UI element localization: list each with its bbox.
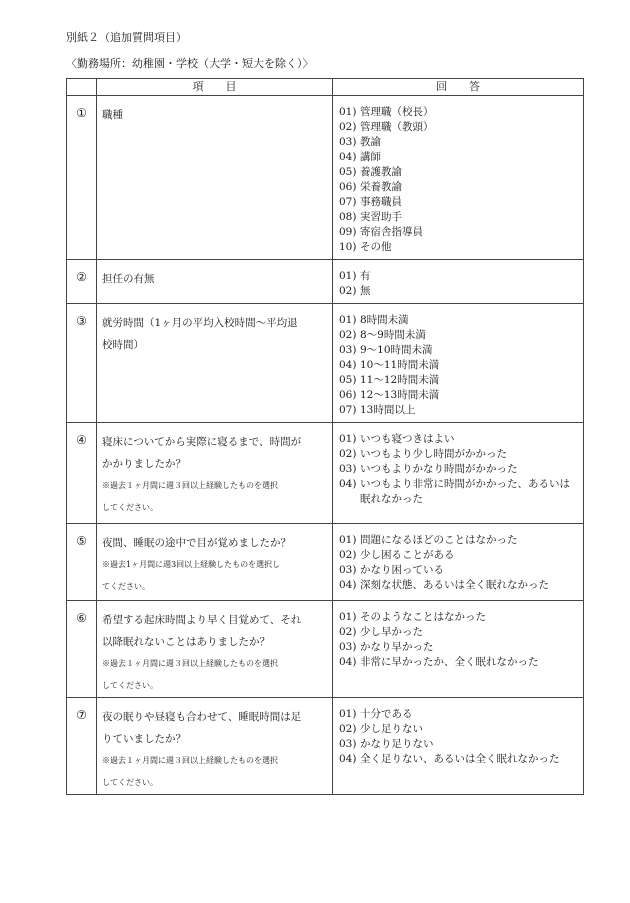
question-text: 校時間） (102, 339, 144, 351)
answer-text: いつもより少し時間がかかった (360, 448, 507, 460)
answer-option (339, 432, 579, 447)
answer-text: 養護教諭 (360, 166, 402, 178)
answer-code: 04) (339, 359, 357, 371)
answer-code: 03) (339, 641, 357, 653)
answer-code: 02) (339, 448, 357, 460)
answer-text: そのようなことはなかった (360, 611, 486, 623)
answer-option (339, 403, 579, 418)
answer-code: 02) (339, 626, 357, 638)
answer-option (339, 578, 579, 593)
answer-option (339, 328, 579, 343)
answer-list (339, 707, 579, 767)
answer-code: 06) (339, 389, 357, 401)
answer-text: 寄宿舎指導員 (360, 226, 423, 238)
answer-text: 深刻な状態、あるいは全く眠れなかった (360, 579, 549, 591)
answer-text: 事務職員 (360, 196, 402, 208)
question-text: 以降眠れないことはありましたか？ (102, 636, 270, 648)
answer-option (339, 737, 579, 752)
answer-option (339, 180, 579, 195)
answer-option (339, 135, 579, 150)
question-number: ① (67, 96, 97, 260)
answer-text: 無 (360, 285, 371, 297)
answer-option (339, 373, 579, 388)
answer-list (339, 313, 579, 418)
question-number: ⑦ (67, 698, 97, 795)
question-text: 寝床についてから実際に寝るまで、時間が (102, 436, 302, 448)
question-row (67, 260, 584, 304)
table-header-row (67, 79, 584, 96)
answer-code: 03) (339, 738, 357, 750)
header-answer: 回 答 (333, 79, 584, 96)
question-row (67, 96, 584, 260)
answer-code: 02) (339, 285, 357, 297)
answer-text: 8〜9時間未満 (360, 329, 426, 341)
question-item (97, 423, 333, 524)
answer-code: 02) (339, 121, 357, 133)
answer-list (339, 432, 579, 507)
question-number: ④ (67, 423, 97, 524)
answer-text: いつもより非常に時間がかかった、あるいは眠れなかった (360, 478, 570, 505)
answer-cell (333, 423, 584, 524)
answer-code: 07) (339, 404, 357, 416)
question-item (97, 601, 333, 698)
answer-option (339, 388, 579, 403)
answer-code: 01) (339, 106, 357, 118)
question-note: ※過去１ヶ月間に週３回以上経験したものを選択 (102, 481, 278, 490)
answer-code: 04) (339, 478, 357, 490)
question-note: してください。 (102, 503, 158, 512)
answer-text: 少し足りない (360, 723, 423, 735)
answer-text: 管理職（教頭） (360, 121, 434, 133)
answer-option (339, 284, 579, 299)
answer-option (339, 313, 579, 328)
answer-code: 03) (339, 463, 357, 475)
header-number-cell (67, 79, 97, 96)
answer-text: 管理職（校長） (360, 106, 434, 118)
question-row (67, 601, 584, 698)
question-text: 夜間、睡眠の途中で目が覚めましたか？ (102, 537, 291, 549)
question-text: 職種 (102, 109, 123, 121)
answer-code: 08) (339, 211, 357, 223)
question-item (97, 698, 333, 795)
answer-code: 09) (339, 226, 357, 238)
answer-text: かなり早かった (360, 641, 434, 653)
question-note: てください。 (102, 582, 150, 591)
question-row (67, 423, 584, 524)
answer-list (339, 533, 579, 593)
question-text: 担任の有無 (102, 273, 155, 285)
question-number: ⑤ (67, 524, 97, 601)
answer-text: 講師 (360, 151, 381, 163)
answer-text: 少し早かった (360, 626, 423, 638)
question-text: 夜の眠りや昼寝も合わせて、睡眠時間は足 (102, 711, 302, 723)
answer-code: 04) (339, 656, 357, 668)
answer-text: 全く足りない、あるいは全く眠れなかった (360, 753, 560, 765)
answer-code: 10) (339, 241, 357, 253)
answer-code: 04) (339, 753, 357, 765)
answer-list (339, 269, 579, 299)
answer-option (339, 210, 579, 225)
question-row (67, 524, 584, 601)
answer-option (339, 165, 579, 180)
answer-text: 12〜13時間未満 (360, 389, 440, 401)
answer-text: かなり困っている (360, 564, 444, 576)
question-item (97, 96, 333, 260)
page-title: 別紙２（追加質問項目） (66, 31, 187, 44)
answer-cell (333, 304, 584, 423)
answer-option (339, 150, 579, 165)
question-item (97, 524, 333, 601)
answer-option (339, 462, 579, 477)
answer-text: いつもよりかなり時間がかかった (360, 463, 518, 475)
answer-cell (333, 698, 584, 795)
answer-option (339, 447, 579, 462)
answer-text: 問題になるほどのことはなかった (360, 534, 518, 546)
answer-text: 11〜12時間未満 (360, 374, 440, 386)
answer-code: 04) (339, 579, 357, 591)
question-note: してください。 (102, 778, 158, 787)
answer-cell (333, 601, 584, 698)
question-item (97, 304, 333, 423)
question-row (67, 698, 584, 795)
question-note: ※過去１ヶ月間に週３回以上経験したものを選択 (102, 756, 278, 765)
answer-code: 01) (339, 270, 357, 282)
question-text: 希望する起床時間より早く目覚めて、それ (102, 614, 302, 626)
answer-code: 01) (339, 708, 357, 720)
question-number: ③ (67, 304, 97, 423)
question-item (97, 260, 333, 304)
answer-text: その他 (360, 241, 392, 253)
question-note: ※過去1ヶ月間に週3回以上経験したものを選択し (102, 560, 281, 569)
answer-text: 非常に早かったか、全く眠れなかった (360, 656, 539, 668)
answer-option (339, 563, 579, 578)
answer-option (339, 477, 579, 507)
answer-text: 教諭 (360, 136, 381, 148)
answer-code: 03) (339, 344, 357, 356)
question-text: かかりましたか？ (102, 458, 186, 470)
answer-code: 03) (339, 136, 357, 148)
answer-text: 少し困ることがある (360, 549, 455, 561)
question-note: してください。 (102, 681, 158, 690)
answer-text: 13時間以上 (360, 404, 416, 416)
answer-code: 02) (339, 723, 357, 735)
question-number: ⑥ (67, 601, 97, 698)
answer-code: 01) (339, 433, 357, 445)
answer-option (339, 343, 579, 358)
answer-text: 9〜10時間未満 (360, 344, 433, 356)
answer-cell (333, 524, 584, 601)
question-note: ※過去１ヶ月間に週３回以上経験したものを選択 (102, 659, 278, 668)
answer-text: 10〜11時間未満 (360, 359, 440, 371)
answer-code: 01) (339, 611, 357, 623)
answer-code: 01) (339, 534, 357, 546)
answer-option (339, 707, 579, 722)
answer-option (339, 240, 579, 255)
answer-option (339, 225, 579, 240)
answer-code: 06) (339, 181, 357, 193)
answer-code: 07) (339, 196, 357, 208)
question-number: ② (67, 260, 97, 304)
answer-option (339, 610, 579, 625)
answer-text: 十分である (360, 708, 413, 720)
answer-code: 05) (339, 166, 357, 178)
answer-code: 01) (339, 314, 357, 326)
answer-cell (333, 260, 584, 304)
answer-code: 02) (339, 549, 357, 561)
answer-text: 栄養教諭 (360, 181, 402, 193)
answer-option (339, 269, 579, 284)
answer-text: 8時間未満 (360, 314, 409, 326)
answer-cell (333, 96, 584, 260)
answer-text: かなり足りない (360, 738, 434, 750)
work-location-subtitle: 〈勤務場所：幼稚園・学校（大学・短大を除く）〉 (66, 57, 314, 70)
answer-code: 03) (339, 564, 357, 576)
answer-option (339, 533, 579, 548)
question-row (67, 304, 584, 423)
answer-option (339, 548, 579, 563)
answer-option (339, 640, 579, 655)
answer-code: 04) (339, 151, 357, 163)
answer-code: 05) (339, 374, 357, 386)
answer-list (339, 105, 579, 255)
answer-option (339, 655, 579, 670)
answer-option (339, 105, 579, 120)
answer-text: 有 (360, 270, 371, 282)
answer-option (339, 195, 579, 210)
answer-option (339, 625, 579, 640)
question-table (66, 78, 584, 795)
answer-option (339, 722, 579, 737)
question-text: りていましたか？ (102, 733, 186, 745)
answer-option (339, 752, 579, 767)
answer-text: いつも寝つきはよい (360, 433, 455, 445)
header-item: 項 目 (97, 79, 333, 96)
question-text: 就労時間（1ヶ月の平均入校時間〜平均退 (102, 317, 298, 329)
answer-option (339, 358, 579, 373)
answer-list (339, 610, 579, 670)
answer-text: 実習助手 (360, 211, 402, 223)
answer-code: 02) (339, 329, 357, 341)
answer-option (339, 120, 579, 135)
